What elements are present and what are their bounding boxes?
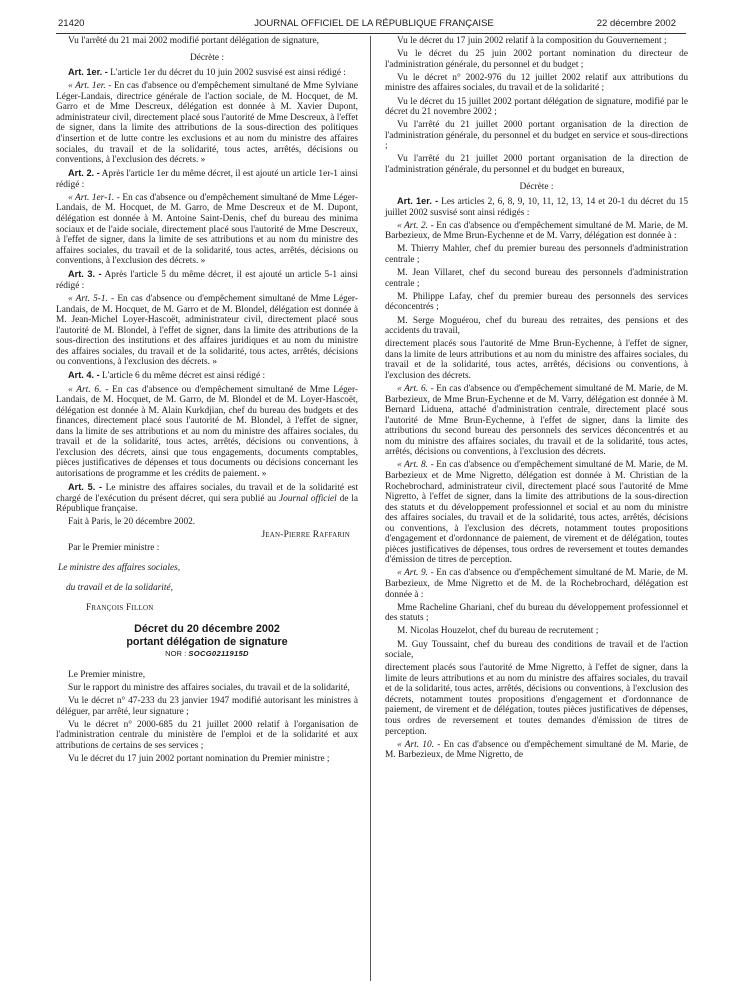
paragraph: Vu l'arrêté du 21 mai 2002 modifié portant délégation de signature,: [68, 36, 319, 46]
article-label: Art. 5. -: [68, 482, 103, 493]
article-text: Les articles 2, 6, 8, 9, 10, 11, 12, 13, 14 et 20-1 du décret du 15 juillet 2002 susvisé sont ainsi rédigés :: [385, 197, 689, 218]
quote-text: En cas d'absence ou d'empêchement simultané de Mme Léger-Landais, de M. Hocquet, de M. Garro, de Mme Descreux et de M. Dupont, délégation est donnée à M. Antoine Saint-Denis, chef du bureau des minima sociaux et de l'aide sociale, directement placé sous l'autorité de Mme Descreux, à l'effet de signer, dans la limite de ses attributions et au nom du ministre des affaires sociales, du travail et de la solidarité, tous actes, arrêtés, décisions ou conventions, à l'exclusion des décrets. »: [56, 192, 358, 267]
quoted-article: [56, 81, 358, 165]
header-rule: [56, 33, 686, 34]
article-text: Le ministre des affaires sociales, du travail et de la solidarité est chargé de l'exécution du présent décret, qui sera publié au: [56, 483, 358, 504]
paragraph: Vu le décret n° 2002-976 du 12 juillet 2002 relatif aux attributions du ministre des affaires sociales, du travail et de la solidarité ;: [385, 72, 688, 94]
quoted-article: [385, 460, 688, 565]
quoted-article: [385, 221, 688, 242]
left-column: [56, 36, 358, 767]
article-text: de la République française.: [56, 493, 358, 515]
paragraph: Vu le décret n° 47-233 du 23 janvier 1947 modifié autorisant les ministres à déléguer, par arrêté, leur signature ;: [56, 696, 358, 717]
list-item: M. Jean Villaret, chef du second bureau des personnels d'administration centrale ;: [385, 268, 688, 289]
article-text: Après l'article 1er du même décret, il est ajouté un article 1er-1 ainsi rédigé :: [56, 169, 358, 190]
quote-text: En cas d'absence ou d'empêchement simultané de M. Marie, de M. Barbezieux, de Mme Nigretto, de: [385, 739, 688, 761]
quote-label: « Art. 2. -: [397, 220, 434, 231]
list-item: M. Nicolas Houzelot, chef du bureau de recrutement ;: [397, 626, 599, 637]
paragraph: Vu le décret du 17 juin 2002 portant nomination du Premier ministre ;: [68, 753, 330, 764]
fait-line: Fait à Paris, le 20 décembre 2002.: [68, 517, 196, 528]
page-header: [0, 0, 748, 40]
minister-name: François Fillon: [86, 602, 154, 613]
article-1: [385, 196, 688, 218]
decree-title-line: Décret du 20 décembre 2002: [134, 623, 280, 636]
quoted-article: [385, 384, 688, 458]
quoted-article: [56, 193, 358, 267]
quote-text: En cas d'absence ou d'empêchement simultané de Mme Léger-Landais, de M. Hocquet, de M. Garro et de M. Blondel, délégation est donnée à M. Jean-Michel Loyer-Hascoët, administrateur civil, directement placé sous l'autorité de M. Blondel, à l'effet de signer, dans la limite des attributions de la sous-direction des institutions et des affaires juridiques et au nom du ministre des affaires sociales, du travail et de la solidarité, tous actes, arrêtés, décisions ou conventions, à l'exclusion des décrets. »: [56, 294, 358, 368]
quote-label: « Art. 8. -: [397, 460, 434, 471]
quote-label: « Art. 1er. -: [68, 81, 112, 92]
decree-title: [56, 623, 358, 648]
article-label: Art. 3. -: [68, 269, 102, 280]
paragraph: Le Premier ministre,: [68, 669, 146, 680]
list-item: M. Guy Toussaint, chef du bureau des conditions de travail et de l'action sociale,: [385, 639, 688, 661]
decrete-heading: Décrète :: [519, 181, 554, 192]
list-item: M. Thierry Mahler, chef du premier bureau des personnels d'administration centrale ;: [385, 244, 688, 265]
paragraph: Sur le rapport du ministre des affaires sociales, du travail et de la solidarité,: [68, 682, 350, 693]
quote-text: En cas d'absence ou d'empêchement simultané de M. Marie, de M. Barbezieux, de Mme Brun-Eychenne et de M. Varry, délégation est donnée à :: [385, 220, 689, 242]
article-text: Après l'article 5 du même décret, il est ajouté un article 5-1 ainsi rédigé :: [56, 270, 358, 291]
nor-prefix: NOR :: [165, 649, 189, 659]
paragraph: Vu l'arrêté du 21 juillet 2000 portant organisation de la direction de l'administration générale, du personnel et du budget en bureaux,: [385, 154, 688, 175]
journal-reference: Journal officiel: [278, 493, 337, 504]
article-5: [56, 482, 358, 515]
article-label: Art. 4. -: [68, 370, 100, 381]
minister-title-line: du travail et de la solidarité,: [66, 582, 173, 593]
quoted-article: [385, 568, 688, 600]
article-text: L'article 6 du même décret est ainsi rédigé :: [99, 371, 266, 382]
quote-text: En cas d'absence ou d'empêchement simultané de M. Marie, de M. Barbezieux et de Mme Nigretto, délégation est donnée à M. Christian de la Rochebrochard, administrateur civil, directement placé sous l'autorité de Mme Nigretto, à l'effet de signer, dans la limite des attributions de la sous-direction des statuts et du développement professionnel et social et au nom du ministre des affaires sociales, du travail et de la solidarité, tous actes, arrêtés, décisions ou conventions, à l'exclusion des décrets, notamment toutes propositions d'engagement et d'ordonnance de paiement, de virement et de délégation, toutes pièces justificatives de dépenses, tous ordres de reversement et toutes demandes d'émission de titres de perception.: [385, 460, 689, 566]
signatory-name: Jean-Pierre Raffarin: [261, 530, 350, 541]
quote-text: En cas d'absence ou d'empêchement simultané de M. Marie, de M. Barbezieux, de Mme Nigretto et de M. de la Rochebrochard, délégation est donnée à :: [385, 568, 689, 600]
paragraph: directement placés sous l'autorité de Mme Nigretto, à l'effet de signer, dans la limite de leurs attributions et au nom du ministre des affaires sociales, du travail et de la solidarité, tous actes, arrêtés, décisions ou conventions, à l'exclusion des décrets, notamment toutes propositions d'engagement et d'ordonnance de paiement, de virement et de délégation, toutes pièces justificatives de dépenses, tous ordres de reversement et toutes demandes d'émission de titres de perception.: [385, 663, 688, 737]
quote-label: « Art. 10. -: [397, 739, 441, 750]
par-premier-ministre: Par le Premier ministre :: [68, 543, 160, 553]
issue-date: 22 décembre 2002: [596, 18, 676, 29]
page-number: 21420: [58, 18, 85, 29]
quote-text: En cas d'absence ou d'empêchement simultané de Mme Léger-Landais, de M. Hocquet, de M. Garro, de M. Blondel et de M. Loyer-Hascoët, délégation est donnée à M. Alain Kurkdjian, chef du bureau des budgets et des finances, directement placé sous l'autorité de M. Blondel, à l'effet de signer, dans la limite de ses attributions et au nom du ministre des affaires sociales, du travail et de la solidarité, tous actes, arrêtés, décisions ou conventions, à l'exclusion des décrets, ainsi que tous engagements, documents comptables, pièces justificatives de dépenses et tous documents ou décisions concernant les autorisations de programme et les crédits de paiement. »: [56, 384, 358, 479]
paragraph: Vu le décret du 25 juin 2002 portant nomination du directeur de l'administration générale, du personnel et du budget ;: [385, 49, 688, 70]
quoted-article: [56, 385, 358, 480]
minister-signature: [56, 563, 358, 613]
article-1: [56, 67, 358, 79]
quote-text: En cas d'absence ou d'empêchement simultané de M. Marie, de M. Barbezieux, de Mme Brun-Eychenne et de M. Varry, délégation est donnée à M. Bernard Liduena, attaché d'administration centrale, directement placé sous l'autorité de Mme Brun-Eychenne, à l'effet de signer, dans la limite des attributions du second bureau des personnels des services déconcentrés et au nom du ministre des affaires sociales, du travail et de la solidarité, tous actes, arrêtés, décisions ou conventions, à l'exclusion des décrets.: [385, 383, 689, 458]
right-column: [385, 36, 688, 763]
nor-code: SOCG0211915D: [188, 649, 249, 659]
article-2: [56, 168, 358, 190]
quoted-article: [56, 294, 358, 368]
quote-label: « Art. 1er-1. -: [68, 192, 120, 203]
quote-label: « Art. 6. -: [397, 383, 434, 394]
article-4: [56, 370, 358, 382]
quote-label: « Art. 9. -: [397, 568, 434, 579]
quote-label: « Art. 6. -: [68, 384, 109, 395]
decrete-heading: Décrète :: [190, 52, 224, 63]
decree-title-line: portant délégation de signature: [126, 635, 288, 648]
quoted-article: [385, 740, 688, 761]
list-item: Mme Racheline Ghariani, chef du bureau du développement professionnel et des statuts ;: [385, 602, 688, 624]
journal-title: JOURNAL OFFICIEL DE LA RÉPUBLIQUE FRANÇAISE: [254, 18, 494, 29]
article-label: Art. 1er. -: [68, 67, 108, 78]
paragraph: Vu le décret du 15 juillet 2002 portant délégation de signature, modifié par le décret du 21 novembre 2002 ;: [385, 96, 688, 118]
paragraph: Vu l'arrêté du 21 juillet 2000 portant organisation de la direction de l'administration générale, du personnel et du budget en service et sous-directions ;: [385, 120, 688, 152]
article-label: Art. 2. -: [68, 168, 100, 179]
minister-title-line: Le ministre des affaires sociales,: [58, 562, 181, 573]
paragraph: Vu le décret du 17 juin 2002 relatif à la composition du Gouvernement ;: [397, 36, 667, 46]
paragraph: Vu le décret n° 2000-685 du 21 juillet 2000 relatif à l'organisation de l'administration centrale du ministère de l'emploi et de la solidarité et aux attributions de certains de ses services ;: [56, 719, 358, 751]
nor-reference: [56, 649, 358, 660]
quote-label: « Art. 5-1. -: [68, 294, 115, 304]
article-label: Art. 1er. -: [397, 196, 439, 207]
column-divider: [370, 36, 371, 981]
quote-text: En cas d'absence ou d'empêchement simultané de Mme Sylviane Léger-Landais, directrice générale de l'action sociale, de M. Hocquet, de M. Garro et de Mme Descreux, délégation est donnée à M. Xavier Dupont, administrateur civil, directement placé sous l'autorité de Mme Descreux, à l'effet de signer, dans la limite des attributions de la sous-direction des politiques d'insertion et de lutte contre les exclusions et au nom du ministre des affaires sociales, du travail et de la solidarité, tous actes, arrêtés, décisions ou conventions, à l'exclusion des décrets. »: [56, 81, 358, 166]
list-item: M. Philippe Lafay, chef du premier bureau des personnels des services déconcentrés ;: [385, 291, 688, 313]
list-item: M. Serge Moguérou, chef du bureau des retraites, des pensions et des accidents du travail,: [385, 315, 688, 337]
paragraph: directement placés sous l'autorité de Mme Brun-Eychenne, à l'effet de signer, dans la limite de leurs attributions et au nom du ministre des affaires sociales, du travail et de la solidarité, tous actes, arrêtés, décisions ou conventions, à l'exclusion des décrets.: [385, 339, 688, 381]
article-3: [56, 269, 358, 291]
article-text: L'article 1er du décret du 10 juin 2002 susvisé est ainsi rédigé :: [107, 68, 346, 79]
